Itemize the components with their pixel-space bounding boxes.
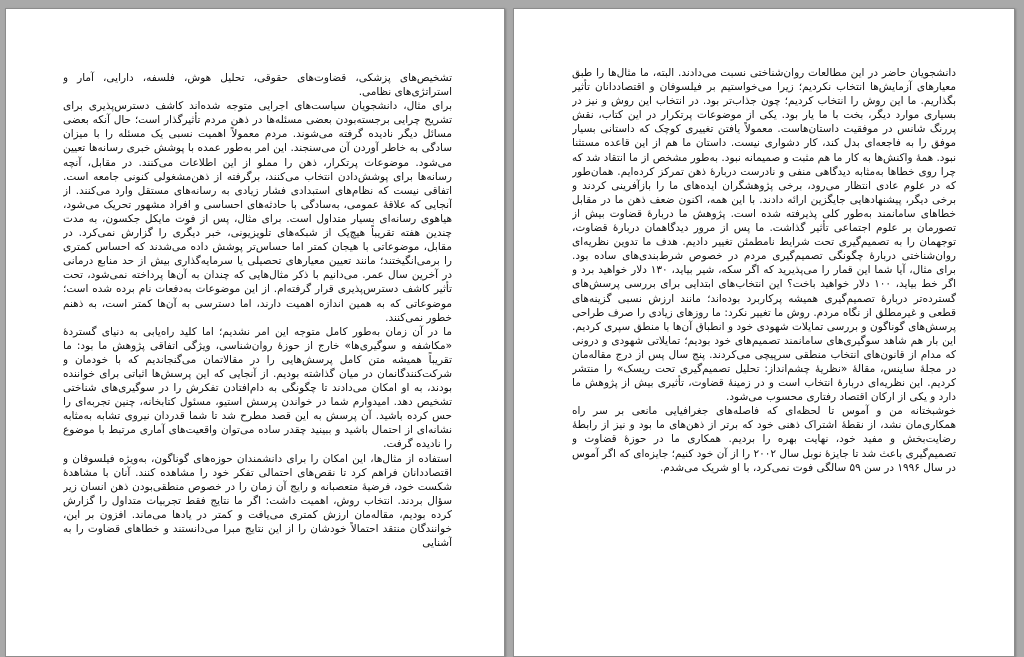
paragraph: دانشجویان حاضر در این مطالعات روان‌شناختی نسبت می‌دادند. البته، ما مثال‌ها را طبق معیارهای آزمایش‌ها انتخاب نکردیم؛ زیرا می‌خواستیم بر فیلسوفان و اقتصاددانان تأثیر بگذاریم. ما این روش را انتخاب کردیم؛ چون جذاب‌تر بود. در انتخاب این روش و نیز در بسیاری موارد دیگر، بخت با ما یار بود. یکی از موضوعات پرتکرار در این کتاب، نقش پررنگ شانس در موفقیت داستان‌هاست. معمولاً یافتن تغییری کوچک که داستانی بسیار موفق را به فاجعه‌ای بدل کند، کار دشواری نیست. داستان ما هم از این قاعده مستثنا نبود. همهٔ واکنش‌ها به کار ما هم مثبت و صمیمانه نبود. به‌طور مشخص از ما انتقاد شد که چرا روی خطاها به‌مثابه دیدگاهی منفی و نادرست دربارهٔ ذهن تمرکز کرده‌ایم. همان‌طور که در علوم عادی انتظار می‌رود، برخی پژوهشگران ایده‌های ما را بازآفرینی کردند و برخی دیگر، پیشنهادهایی جایگزین ارائه دادند. با این همه، اکنون ضعف ذهن ما در مقابل خطاهای سامانمند به‌طور کلی پذیرفته شده است. پژوهش ما دربارهٔ قضاوت بیش از تصورمان بر علوم اجتماعی تأثیر گذاشت. ما پس از مرور دیدگاهمان دربارهٔ قضاوت، توجهمان را به تصمیم‌گیری تحت شرایط نامطمئن تغییر دادیم. هدف ما تدوین نظریه‌ای روان‌شناختی دربارهٔ چگونگی تصمیم‌گیری مردم در خصوص شرط‌بندی‌های ساده بود. برای مثال، آیا شما این قمار را می‌پذیرید که اگر سکه، شیر بیاید، ۱۳۰ دلار خواهید برد و اگر خط بیاید، ۱۰۰ دلار خواهید باخت؟ این انتخاب‌های ابتدایی برای بررسی پرسش‌های گسترده‌تر دربارهٔ تصمیم‌گیری همیشه پرکاربرد بوده‌اند؛ مانند ارزش نسبی گزینه‌های قطعی و غیرمطلق از نگاه مردم. روش ما تغییر نکرد: ما روزهای زیادی را صرف طراحی پرسش‌های گوناگون و بررسی تمایلات شهودی خود و انطباق آن‌ها با منطق سپری کردیم. این بار هم شاهد سوگیری‌های سامانمند تصمیم‌های خود بودیم؛ تمایلاتی شهودی و درونی که مدام از قانون‌های انتخاب منطقی سرپیچی می‌کردند. پنج سال پس از درج مقاله‌مان در مجلهٔ ساینس، مقالهٔ «نظریهٔ چشم‌انداز: تحلیل تصمیم‌گیری تحت ریسک» را منتشر کردیم. این نظریه‌ای دربارهٔ انتخاب است و در زمینهٔ قضاوت، تأثیری بیش از پژوهش ما دارد و یکی از ارکان اقتصاد رفتاری محسوب می‌شود.: [572, 67, 956, 404]
document-page-left: [5, 8, 505, 657]
paragraph: استفاده از مثال‌ها، این امکان را برای دانشمندان حوزه‌های گوناگون، به‌ویژه فیلسوفان و اقتصاددانان فراهم کرد تا نقص‌های احتمالی تفکر خود را مشاهده کنند. آنان با مشاهدهٔ شکست خود، فرضیهٔ متعصبانه و رایج آن زمان را در خصوص منطقی‌بودن ذهن انسان زیر سؤال بردند. انتخاب روش، اهمیت داشت: اگر ما نتایج فقط تجربیات متداول را گزارش کرده بودیم، مقاله‌مان ارزش کمتری می‌یافت و کمتر در یادها می‌ماند. افزون بر این، خوانندگان منتقد احتمالاً خودشان را از این نتایج مبرا می‌دانستند و خطاهای قضاوت را به آشنایی: [63, 452, 452, 550]
paragraph: خوشبختانه من و آموس تا لحظه‌ای که فاصله‌های جغرافیایی مانعی بر سر راه همکاری‌مان نشد، از نقطهٔ اشتراک ذهنی خود که برتر از ذهن‌های ما بود و نیز از رابطهٔ رضایت‌بخش و مفید خود، نهایت بهره را بردیم. همکاری ما در حوزهٔ قضاوت و تصمیم‌گیری باعث شد تا جایزهٔ نوبل سال ۲۰۰۲ را از آن خود کنیم؛ جایزه‌ای که اگر آموس در سال ۱۹۹۶ در سن ۵۹ سالگی فوت نمی‌کرد، با او شریک می‌شدم.: [572, 405, 956, 474]
page-text-block: [63, 71, 452, 653]
paragraph: تشخیص‌های پزشکی، قضاوت‌های حقوقی، تحلیل هوش، فلسفه، دارایی، آمار و استراتژی‌های نظامی.: [63, 72, 452, 99]
paragraph: برای مثال، دانشجویان سیاست‌های اجرایی متوجه شده‌اند کاشف دسترس‌پذیری برای تشریح چرایی برجسته‌بودن بعضی مسئله‌ها در ذهن مردم تأثیرگذار است؛ حال آنکه بعضی مسائل دیگر نادیده گرفته می‌شوند. مردم معمولاً اهمیت نسبی یک مسئله را با میزان سادگی به خاطر آوردن آن می‌سنجند. این امر به‌طور عمده با پوشش خبری رسانه‌ها تعیین می‌شود. موضوعات پرتکرار، ذهن را مملو از این اطلاعات می‌کنند. در مقابل، آنچه رسانه‌ها برای پوشش‌دادن انتخاب می‌کنند، برگرفته از ذهن‌مشغولی کنونی جامعه است. اتفاقی نیست که نظام‌های استبدادی فشار زیادی به رسانه‌های مستقل وارد می‌کنند. از آنجایی که علاقهٔ عمومی، به‌سادگی با حادثه‌های احساسی و افراد مشهور تحریک می‌شود، هیاهوی رسانه‌ای بسیار متداول است. برای مثال، پس از فوت مایکل جکسون، به مدت چندین هفته تقریباً هیچ‌یک از شبکه‌های تلویزیونی، خبر دیگری را گزارش نمی‌کرد. در مقابل، موضوعاتی با هیجان کمتر اما حساس‌تر پوشش داده می‌شدند که احساس کمتری را برمی‌انگیختند؛ مانند تعیین معیارهای تحصیلی یا سرمایه‌گذاری بیش از حد منابع درمانی در آخرین سال عمر. می‌دانیم با ذکر مثال‌هایی که چندان به آن‌ها پرداخته نمی‌شود، تحت تأثیر کاشف دسترس‌پذیری قرار گرفته‌ام. از این موضوعات به‌دفعات نام برده شده است؛ موضوعاتی که به همین اندازه اهمیت دارند، اما دسترسی به آن‌ها کمتر است، به ذهنم خطور نمی‌کنند.: [63, 100, 452, 324]
paragraph: ما در آن زمان به‌طور کامل متوجه این امر نشدیم؛ اما کلید راه‌یابی به دنیای گستردهٔ «مکاشفه و سوگیری‌ها» خارج از حوزهٔ روان‌شناسی، ویژگی اتفاقی پژوهش ما بود: ما تقریباً همیشه متن کامل پرسش‌هایی را در مقالاتمان می‌گنجاندیم که با خودمان و شرکت‌کنندگانمان در میان گذاشته بودیم. از آنجایی که این پرسش‌ها اثباتی برای خواننده بودند، به او امکان می‌دادند تا چگونگی به دام‌افتادن تفکرش را در سوگیری‌های شناختی تشخیص دهد. امیدوارم شما در خواندن پرسش استیو، مسئول کتابخانه، چنین تجربه‌ای را حس کرده باشید. آن پرسش به این قصد مطرح شد تا شما قدردان نیروی تشابه به‌مثابه نشانه‌ای از احتمال باشید و ببینید چقدر ساده می‌توان واقعیت‌های آماری مرتبط با موضوع را نادیده گرفت.: [63, 325, 452, 451]
page-text-block: [572, 66, 956, 556]
document-page-right: [513, 8, 1015, 657]
